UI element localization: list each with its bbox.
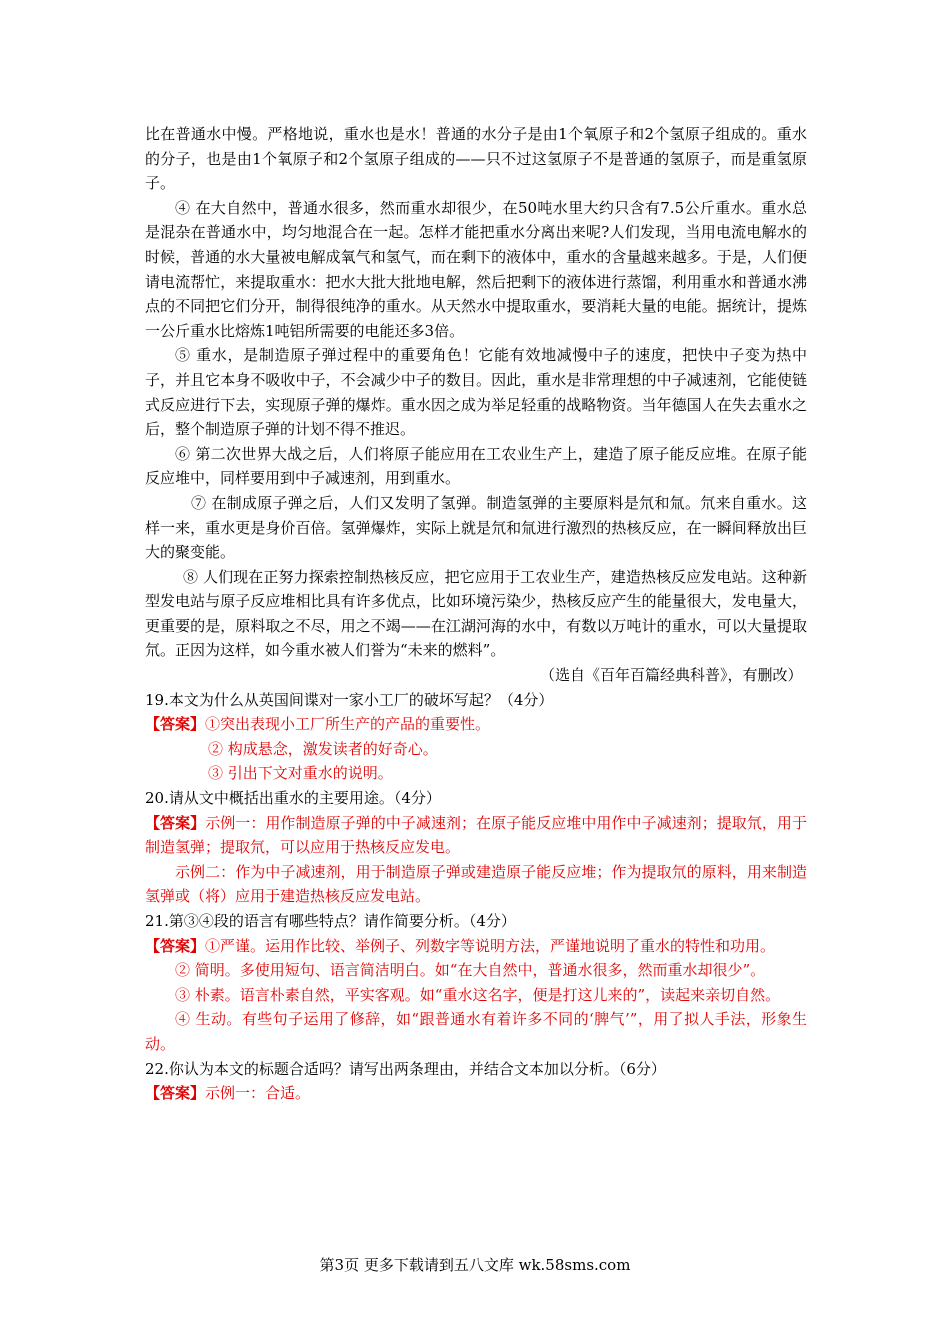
answer-21-item-4: ④ 生动。有些句子运用了修辞，如“跟普通水有着许多不同的‘脾气’”，用了拟人手法，形象生动。	[145, 1010, 807, 1053]
article-paragraph-7: ⑦ 在制成原子弹之后，人们又发明了氢弹。制造氢弹的主要原料是氘和氚。氘来自重水。这样一来，重水更是身价百倍。氢弹爆炸，实际上就是氘和氚进行激烈的热核反应，在一瞬间释放出巨大的聚变能。	[145, 493, 807, 562]
question-20: 20.请从文中概括出重水的主要用途。（4分）	[145, 789, 441, 808]
article-paragraph-5: ⑤ 重水，是制造原子弹过程中的重要角色！它能有效地减慢中子的速度，把快中子变为热中子，并且它本身不吸收中子，不会减少中子的数目。因此，重水是非常理想的中子减速剂，它能使链式反应进行下去，实现原子弹的爆炸。重水因之成为举足轻重的战略物资。当年德国人在失去重水之后，整个制造原子弹的计划不得不推迟。	[145, 346, 807, 439]
page-footer: 第3页 更多下载请到五八文库 wk.58sms.com	[319, 1256, 631, 1274]
article-paragraph-continued: 比在普通水中慢。严格地说，重水也是水！普通的水分子是由1个氧原子和2个氢原子组成的。重水的分子，也是由1个氧原子和2个氢原子组成的——只不过这氢原子不是普通的氢原子，而是重氢原子。	[145, 125, 807, 193]
question-21: 21.第③④段的语言有哪些特点？请作简要分析。（4分）	[145, 912, 516, 930]
article-paragraph-4: ④ 在大自然中，普通水很多，然而重水却很少，在50吨水里大约只含有7.5公斤重水。重水总是混杂在普通水中，均匀地混合在一起。怎样才能把重水分离出来呢?人们发现，当用电流电解水的时候，普通的水大量被电解成氧气和氢气，而在剩下的液体中，重水的含量越来越多。于是，人们便请电流帮忙，来提取重水：把水大批大批地电解，然后把剩下的液体进行蒸馏，利用重水和普通水沸点的不同把它们分开，制得很纯净的重水。从天然水中提取重水，要消耗大量的电能。据统计，提炼一公斤重水比熔炼1吨铝所需要的电能还多3倍。	[145, 198, 807, 340]
answer-19-item-2: ② 构成悬念，激发读者的好奇心。	[208, 739, 438, 758]
answer-19-item-3: ③ 引出下文对重水的说明。	[208, 764, 393, 783]
answer-21-line-1	[145, 934, 807, 959]
question-19: 19.本文为什么从英国间谍对一家小工厂的破坏写起？（4分）	[145, 690, 554, 709]
answer-22-example-1: 示例一：合适。	[205, 1084, 311, 1103]
answer-20-example-2: 示例二：作为中子减速剂，用于制造原子弹或建造原子能反应堆；作为提取氘的原料，用来制造氢弹或（将）应用于建造热核反应发电站。	[145, 862, 807, 906]
article-source: （选自《百年百篇经典科普》，有删改）	[540, 666, 803, 685]
answer-19-line-1	[145, 712, 807, 737]
answer-21-item-2: ② 简明。多使用短句、语言简洁明白。如“在大自然中，普通水很多，然而重水却很少”。	[175, 961, 766, 980]
answer-20-example-1: 示例一：用作制造原子弹的中子减速剂；在原子能反应堆中用作中子减速剂；提取氘，用于制造氢弹；提取氘，可以应用于热核反应发电。	[145, 813, 807, 857]
article-paragraph-8: ⑧ 人们现在正努力探索控制热核反应，把它应用于工农业生产，建造热核反应发电站。这种新型发电站与原子反应堆相比具有许多优点，比如环境污染少，热核反应产生的能量很大，发电量大，更重要的是，原料取之不尽，用之不竭——在江湖河海的水中，有数以万吨计的重水，可以大量提取氘。正因为这样，如今重水被人们誉为“未来的燃料”。	[145, 567, 807, 660]
answer-22-line-1	[145, 1081, 807, 1106]
answer-21-item-3: ③ 朴素。语言朴素自然，平实客观。如“重水这名字，便是打这儿来的”，读起来亲切自然。	[175, 985, 781, 1004]
page-content	[145, 122, 807, 1106]
article-paragraph-6: ⑥ 第二次世界大战之后，人们将原子能应用在工农业生产上，建造了原子能反应堆。在原子能反应堆中，同样要用到中子减速剂，用到重水。	[145, 444, 807, 488]
answer-label: 【答案】	[145, 715, 206, 734]
answer-20-line-1	[145, 811, 807, 860]
answer-19-item-1: ①突出表现小工厂所生产的产品的重要性。	[205, 715, 491, 734]
question-22: 22.你认为本文的标题合适吗？请写出两条理由，并结合文本加以分析。（6分）	[145, 1059, 666, 1078]
answer-label: 【答案】	[145, 1084, 206, 1103]
answer-label: 【答案】	[145, 813, 206, 832]
answer-21-item-1: ①严谨。运用作比较、举例子、列数字等说明方法，严谨地说明了重水的特性和功用。	[205, 936, 776, 955]
answer-label: 【答案】	[145, 936, 206, 955]
